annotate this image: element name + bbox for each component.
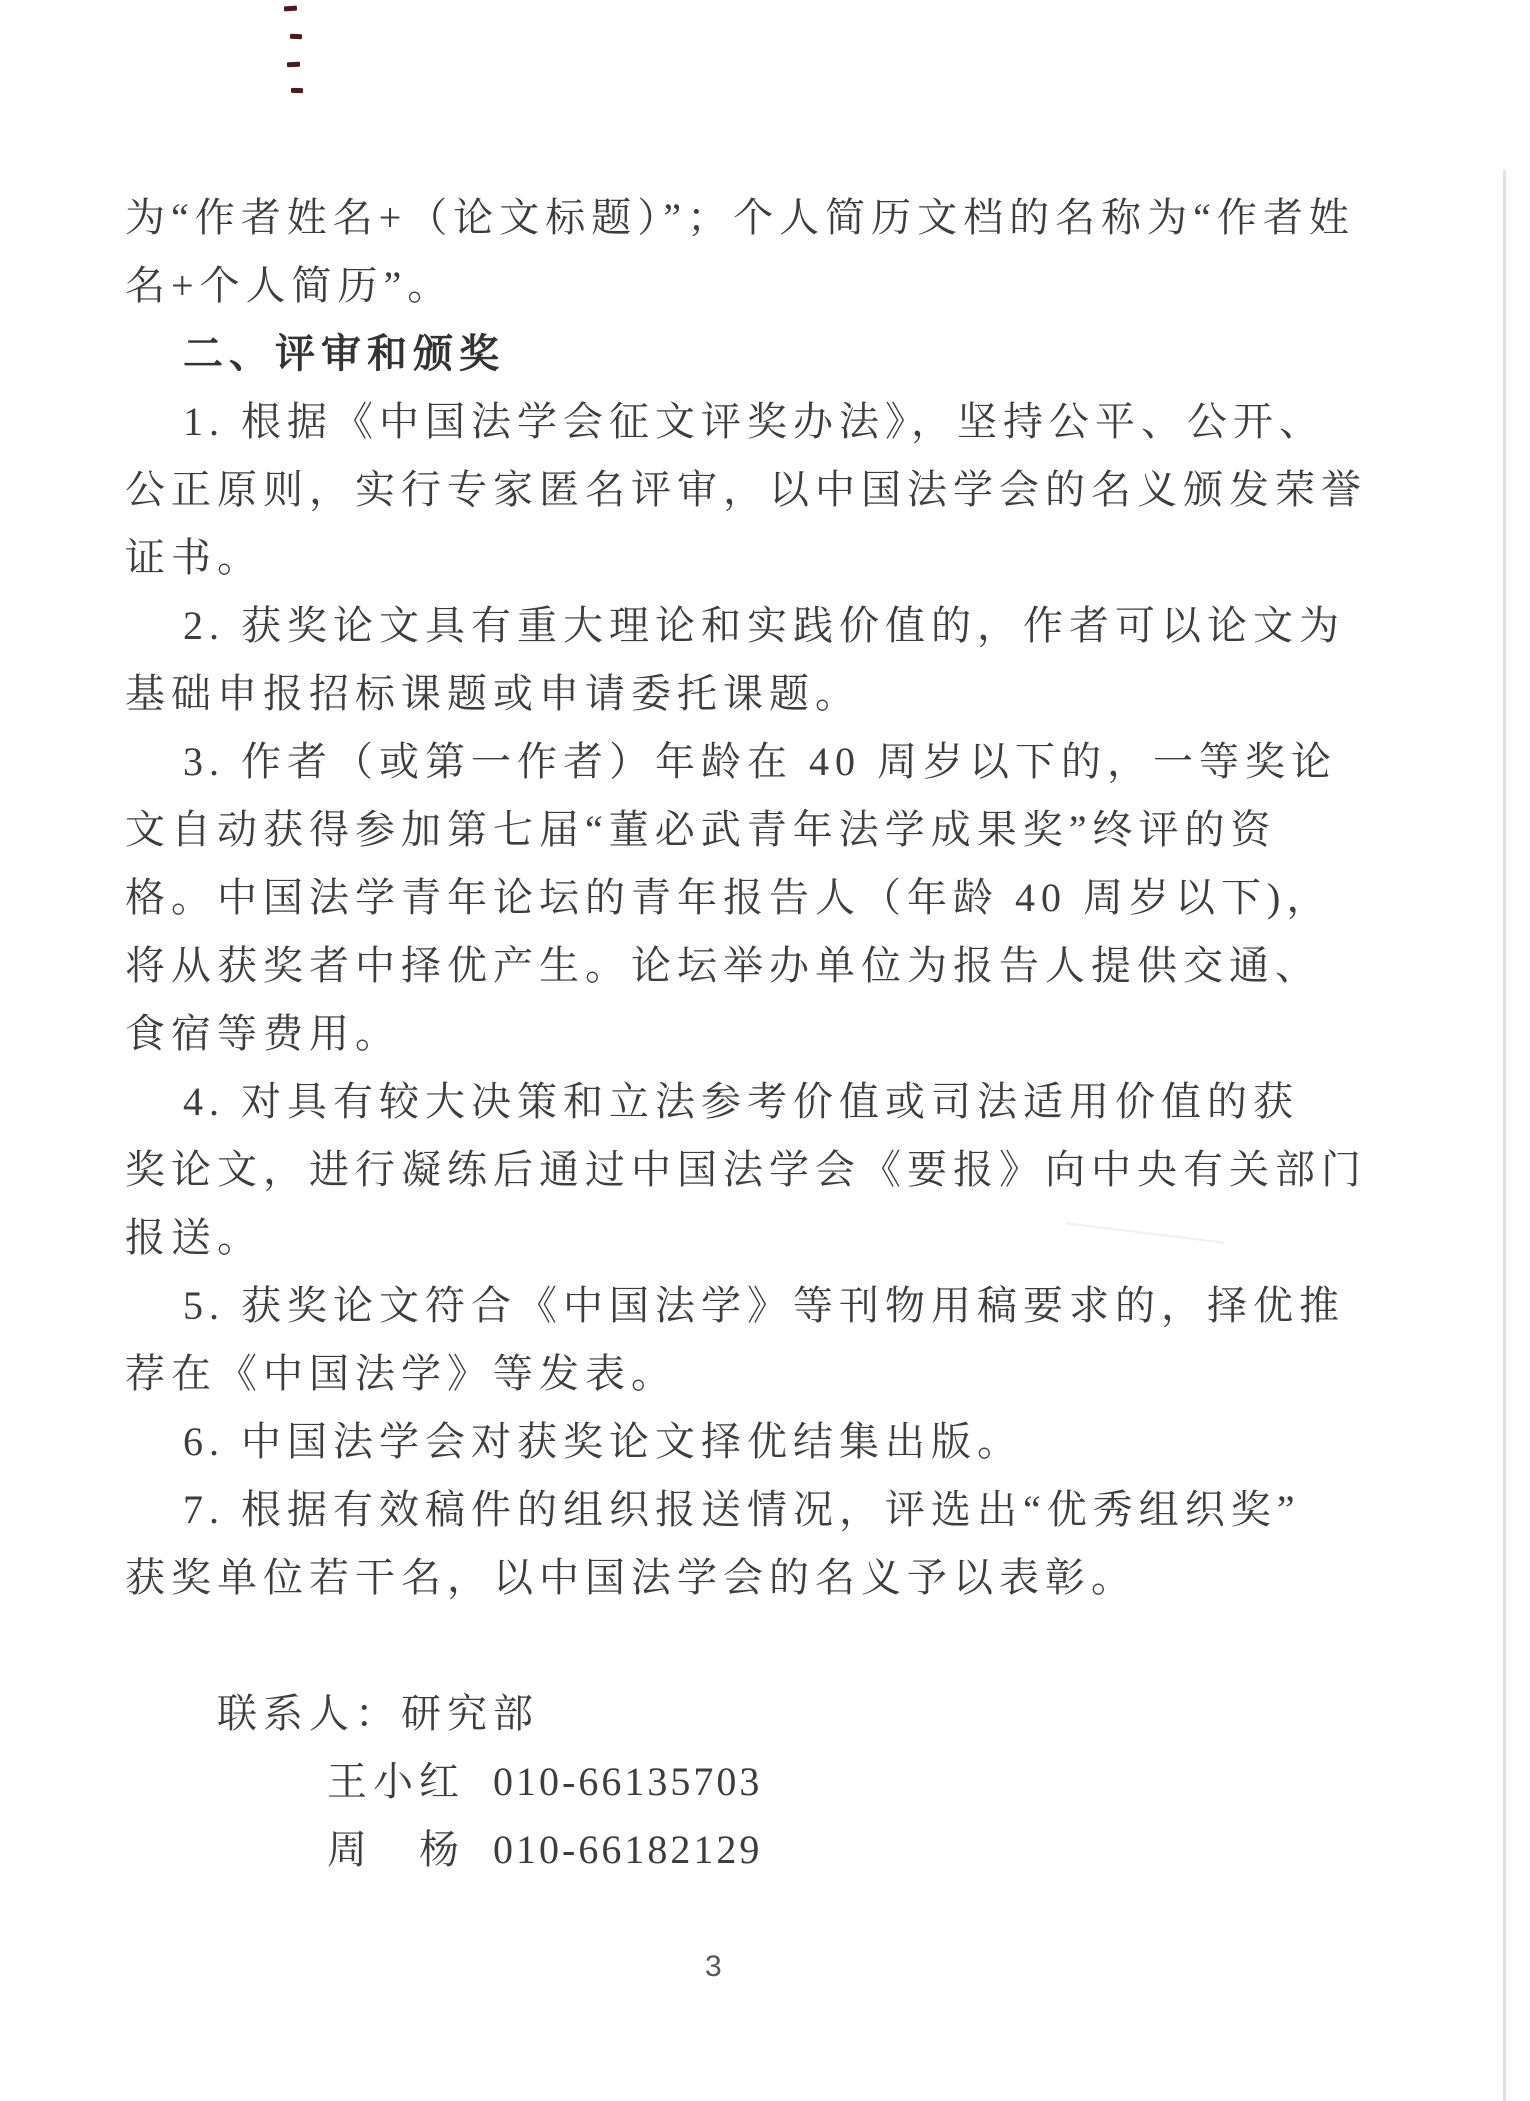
document-body [125, 184, 1425, 1884]
text-line: 为“作者姓名+（论文标题）”；个人简历文档的名称为“作者姓 [125, 195, 1355, 240]
text-line: 荐在《中国法学》等发表。 [125, 1351, 677, 1396]
contact-label: 联系人：研究部 [217, 1691, 539, 1736]
text-line: 3. 作者（或第一作者）年龄在 40 周岁以下的，一等奖论 [183, 739, 1337, 784]
scan-edge-line [1503, 170, 1506, 2101]
scan-artifact-mark [287, 62, 300, 67]
scan-artifact-mark [284, 6, 297, 12]
text-line: 4. 对具有较大决策和立法参考价值或司法适用价值的获 [183, 1079, 1299, 1124]
page-number: 3 [705, 1950, 722, 1983]
contact-name: 周 杨 [327, 1827, 465, 1872]
text-line: 报送。 [125, 1215, 263, 1260]
contact-phone: 010-66182129 [493, 1827, 763, 1872]
contact-row [327, 1816, 1425, 1884]
blank-line [125, 1612, 1425, 1680]
text-line: 5. 获奖论文符合《中国法学》等刊物用稿要求的，择优推 [183, 1283, 1345, 1328]
text-line: 格。中国法学青年论坛的青年报告人（年龄 40 周岁以下)， [125, 875, 1333, 920]
text-line: 1. 根据《中国法学会征文评奖办法》，坚持公平、公开、 [183, 399, 1325, 444]
scan-artifact-mark [291, 88, 303, 93]
text-line: 基础申报招标课题或申请委托课题。 [125, 671, 861, 716]
text-line: 6. 中国法学会对获奖论文择优结集出版。 [183, 1419, 1023, 1464]
text-line: 文自动获得参加第七届“董必武青年法学成果奖”终评的资 [125, 807, 1277, 852]
text-line: 获奖单位若干名，以中国法学会的名义予以表彰。 [125, 1555, 1137, 1600]
text-line: 奖论文，进行凝练后通过中国法学会《要报》向中央有关部门 [125, 1147, 1367, 1192]
section-heading: 二、评审和颁奖 [183, 331, 505, 376]
text-line: 将从获奖者中择优产生。论坛举办单位为报告人提供交通、 [125, 943, 1321, 988]
text-line: 名+个人简历”。 [125, 263, 454, 308]
contact-phone: 010-66135703 [493, 1759, 763, 1804]
contact-row [327, 1748, 1425, 1816]
text-line: 7. 根据有效稿件的组织报送情况，评选出“优秀组织奖” [183, 1487, 1301, 1532]
scan-artifact-mark [290, 34, 302, 40]
text-line: 2. 获奖论文具有重大理论和实践价值的，作者可以论文为 [183, 603, 1345, 648]
text-line: 公正原则，实行专家匿名评审，以中国法学会的名义颁发荣誉 [125, 467, 1367, 512]
contact-name: 王小红 [327, 1759, 465, 1804]
text-line: 食宿等费用。 [125, 1011, 401, 1056]
text-line: 证书。 [125, 535, 263, 580]
